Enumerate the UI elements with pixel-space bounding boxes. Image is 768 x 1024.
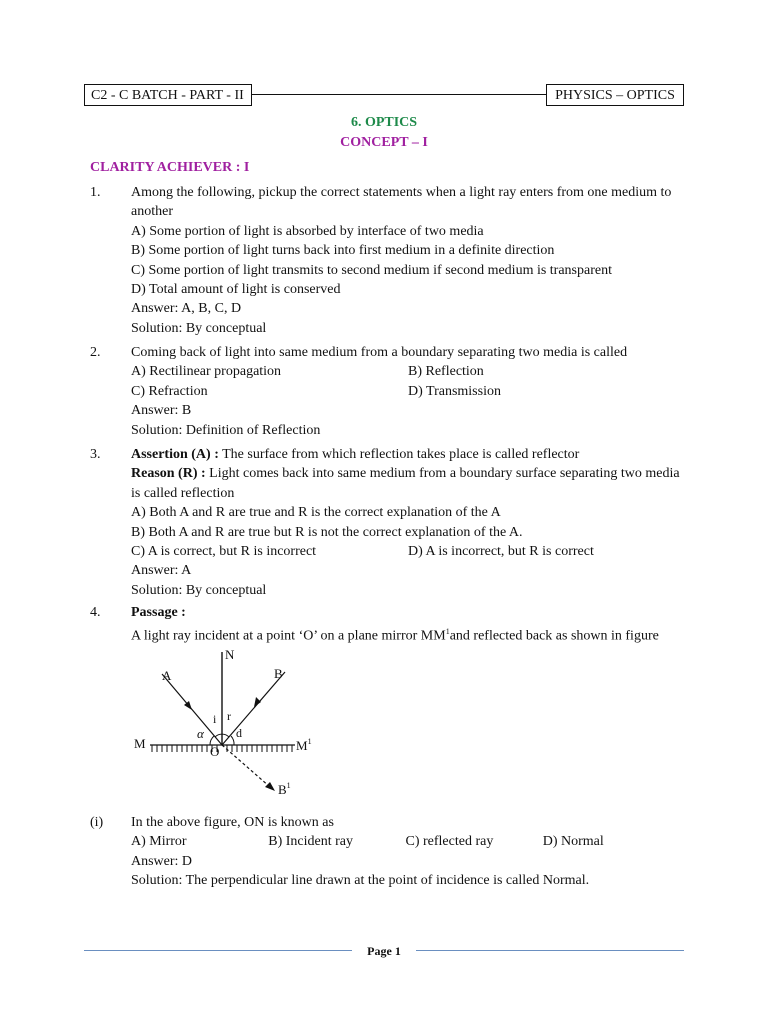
label-alpha: α	[197, 726, 204, 741]
question-number: 2.	[90, 345, 101, 360]
label-d: d	[236, 726, 242, 740]
section-heading: CLARITY ACHIEVER : I	[90, 160, 250, 175]
option-d: D) Total amount of light is conserved	[131, 282, 341, 298]
question-number: 1.	[90, 185, 101, 200]
solution: Solution: Definition of Reflection	[131, 422, 321, 438]
header-rule	[252, 94, 546, 95]
answer: Answer: B	[131, 403, 192, 419]
option-b: B) Incident ray	[268, 834, 353, 850]
option-b: B) Some portion of light turns back into first medium in a definite direction	[131, 243, 555, 259]
question-text: Among the following, pickup the correct statements when a light ray enters from one medium to another	[131, 185, 672, 220]
mirror-hatching	[152, 745, 292, 752]
reason-text: Light comes back into same medium from a boundary surface separating two media is called reflection	[131, 466, 680, 501]
option-a: A) Rectilinear propagation	[131, 364, 282, 380]
question-text: Coming back of light into same medium from a boundary separating two media is called	[131, 345, 628, 360]
option-a: A) Some portion of light is absorbed by interface of two media	[131, 223, 484, 239]
option-b: B) Both A and R are true but R is not the correct explanation of the A.	[131, 524, 523, 540]
question-number: 4.	[90, 605, 101, 620]
option-d: D) Transmission	[408, 383, 501, 399]
label-r: r	[227, 709, 231, 723]
label-i: i	[213, 712, 217, 726]
question-3	[90, 445, 680, 600]
reflection-diagram	[130, 644, 330, 804]
question-4	[90, 603, 680, 646]
option-c: C) reflected ray	[405, 834, 494, 850]
label-b: B	[274, 666, 283, 681]
header-subject-box: PHYSICS – OPTICS	[546, 84, 684, 106]
label-m: M	[134, 736, 146, 751]
virtual-ray	[222, 745, 270, 787]
passage-text: A light ray incident at a point ‘O’ on a plane mirror	[131, 629, 421, 645]
passage-text-end: and reflected back as shown in figure	[449, 629, 659, 645]
reflected-ray	[222, 672, 285, 745]
question-2	[90, 343, 680, 440]
option-a: A) Both A and R are true and R is the correct explanation of the A	[131, 505, 501, 521]
label-o: O	[210, 744, 220, 759]
concept-title: CONCEPT – I	[340, 135, 428, 150]
answer: Answer: A, B, C, D	[131, 301, 242, 317]
reflected-arrow-icon	[254, 697, 261, 707]
incident-ray	[162, 674, 222, 745]
solution: Solution: By conceptual	[131, 320, 267, 336]
assertion-label: Assertion (A) :	[131, 447, 219, 462]
option-a: A) Mirror	[131, 834, 187, 850]
question-text: In the above figure, ON is known as	[131, 815, 334, 830]
mirror-superscript: 1	[445, 627, 450, 637]
reason-label: Reason (R) :	[131, 466, 206, 482]
option-d: D) Normal	[542, 834, 604, 850]
header-batch-box: C2 - C BATCH - PART - II	[84, 84, 252, 106]
label-n: N	[225, 647, 235, 662]
page-number: Page 1	[367, 944, 401, 958]
option-c: C) Refraction	[131, 383, 208, 399]
option-b: B) Reflection	[408, 364, 484, 380]
assertion-text: The surface from which reflection takes place is called reflector	[218, 447, 580, 462]
solution: Solution: By conceptual	[131, 582, 267, 598]
question-number: 3.	[90, 447, 101, 462]
mirror-label: MM	[420, 629, 446, 645]
chapter-title: 6. OPTICS	[350, 115, 418, 130]
label-a: A	[162, 668, 172, 683]
question-4-i	[90, 813, 680, 891]
passage-label: Passage :	[131, 605, 186, 620]
option-c: C) A is correct, but R is incorrect	[131, 544, 317, 560]
option-c: C) Some portion of light transmits to second medium if second medium is transparent	[131, 262, 612, 278]
answer: Answer: A	[131, 563, 192, 579]
option-d: D) A is incorrect, but R is correct	[408, 544, 594, 560]
solution: Solution: The perpendicular line drawn at the point of incidence is called Normal.	[131, 873, 590, 889]
virtual-arrow-icon	[265, 782, 275, 791]
question-1	[90, 183, 680, 338]
label-b1: $B^1$	[278, 781, 291, 797]
label-m1: $M^1$	[296, 737, 312, 753]
angle-arc-d	[231, 736, 234, 745]
question-number: (i)	[90, 815, 104, 830]
answer: Answer: D	[131, 853, 193, 869]
